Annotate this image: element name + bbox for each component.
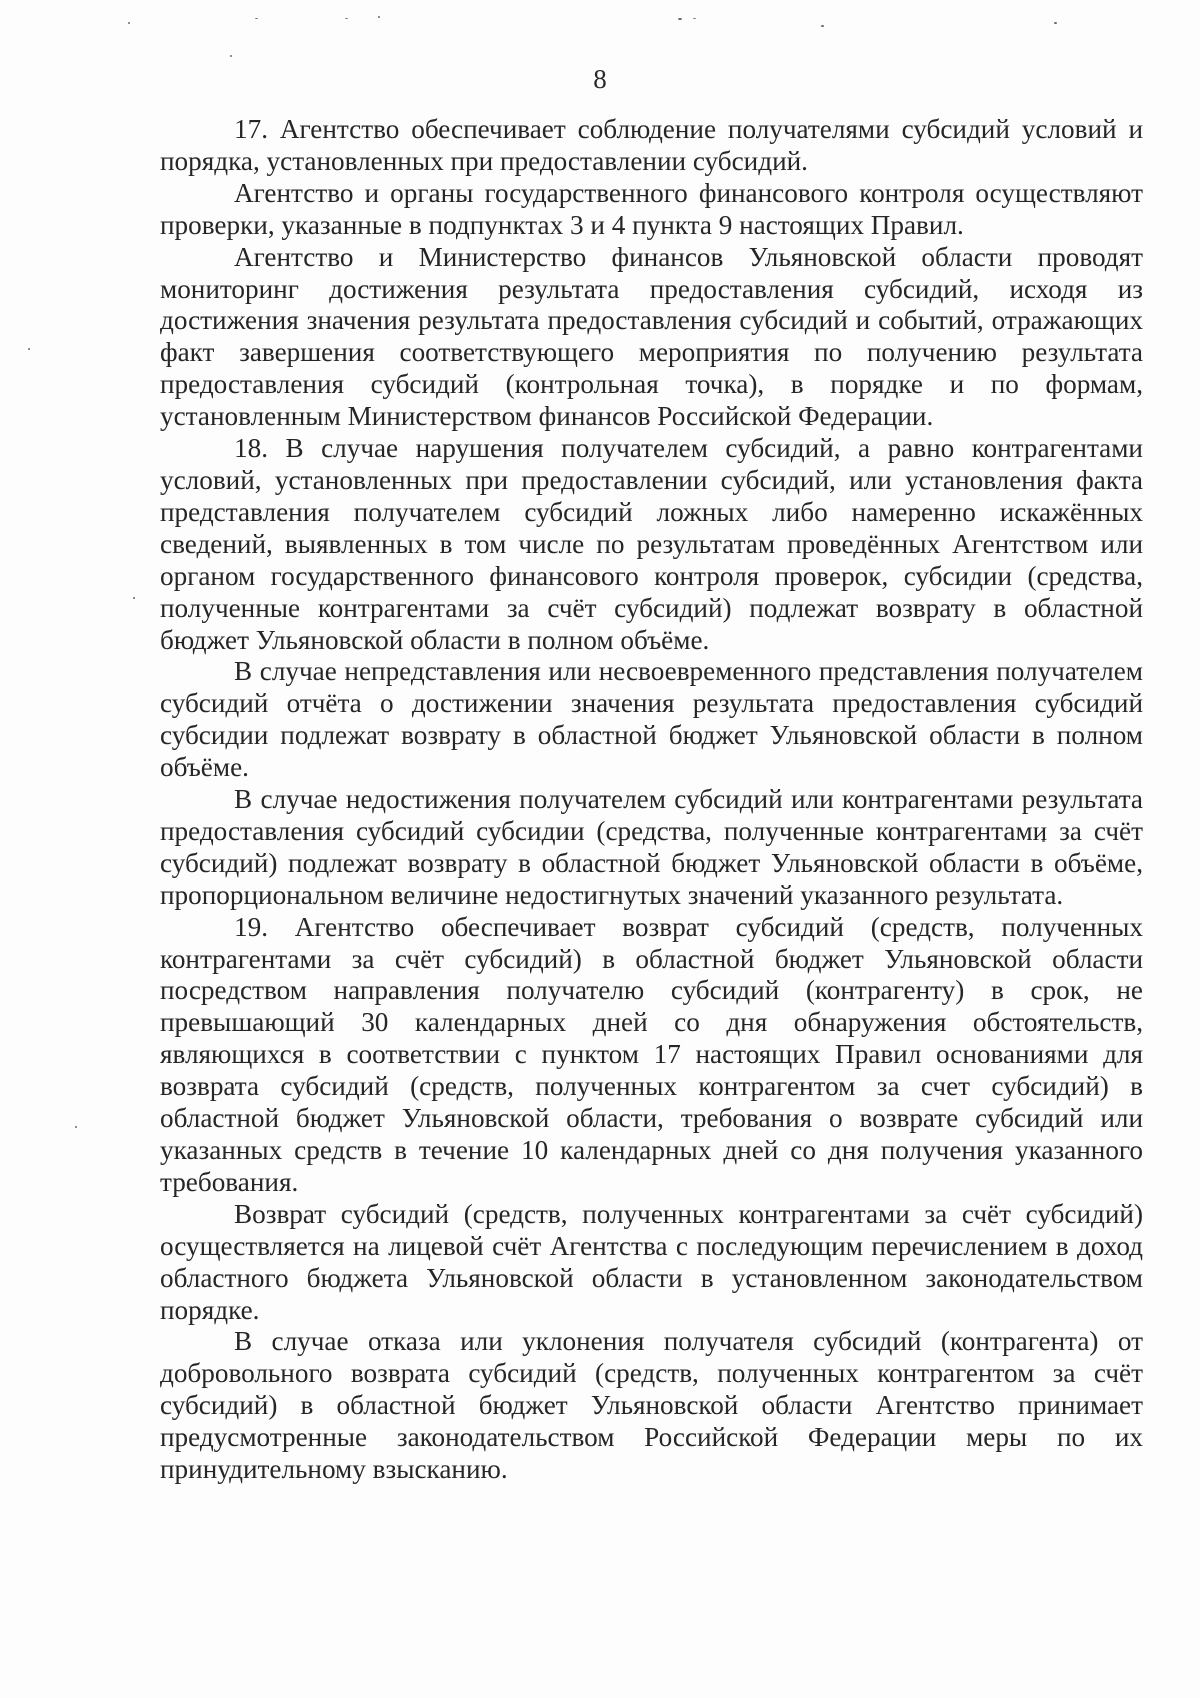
scan-speck bbox=[28, 348, 30, 350]
paragraph-17-inspections: Агентство и органы государственного финансового контроля осуществляют проверки, указанные в подпунктах 3 и 4 пункта 9 настоящих Правил. bbox=[160, 177, 1143, 240]
scan-speck bbox=[345, 18, 348, 19]
scan-speck bbox=[128, 22, 130, 24]
scan-speck bbox=[133, 597, 135, 599]
scan-speck bbox=[678, 18, 682, 20]
paragraph-18-nonachievement: В случае недостижения получателем субсидий или контрагентами результата предоставления субсидий субсидии (средства, полученные контрагентами за счёт субсидий) подлежат возврату в областной бюджет Ульяновской области в объёме, пропорциональном величине недостигнутых значений указанного результата. bbox=[160, 784, 1143, 910]
paragraph-19-enforcement: В случае отказа или уклонения получателя субсидий (контрагента) от добровольного возврата субсидий (средств, полученных контрагентом за счёт субсидий) в областной бюджет Ульяновской области Агентство принимает предусмотренные законодательством Российской Федерации меры по их принудительному взысканию. bbox=[160, 1326, 1143, 1485]
page-number: 8 bbox=[593, 64, 607, 94]
scan-speck bbox=[255, 18, 258, 19]
document-body bbox=[160, 114, 1143, 1486]
scan-speck bbox=[1054, 22, 1057, 24]
paragraph-19-refund-account: Возврат субсидий (средств, полученных контрагентами за счёт субсидий) осуществляется на лицевой счёт Агентства с последующим перечислением в доход областного бюджета Ульяновской области в установленном законодательством порядке. bbox=[160, 1198, 1143, 1325]
scan-speck bbox=[230, 55, 232, 57]
paragraph-19: 19. Агентство обеспечивает возврат субсидий (средств, полученных контрагентами за счёт субсидий) в областной бюджет Ульяновской области посредством направления получателю субсидий (контрагенту) в срок, не превышающий 30 календарных дней со дня обнаружения обстоятельств, являющихся в соответствии с пунктом 17 настоящих Правил основаниями для возврата субсидий (средств, полученных контрагентом за счет субсидий) в областной бюджет Ульяновской области, требования о возврате субсидий или указанных средств в течение 10 календарных дней со дня получения указанного требования. bbox=[160, 911, 1143, 1197]
scan-speck bbox=[378, 16, 380, 18]
scan-speck bbox=[693, 18, 696, 19]
paragraph-18-report: В случае непредставления или несвоевременного представления получателем субсидий отчёта о достижении значения результата предоставления субсидий субсидии подлежат возврату в областной бюджет Ульяновской области в полном объёме. bbox=[160, 656, 1143, 783]
paragraph-17: 17. Агентство обеспечивает соблюдение получателями субсидий условий и порядка, установленных при предоставлении субсидий. bbox=[160, 114, 1143, 176]
paragraph-18: 18. В случае нарушения получателем субсидий, а равно контрагентами условий, установленных при предоставлении субсидий, или установления факта представления получателем субсидий ложных либо намеренно искажённых сведений, выявленных в том числе по результатам проведённых Агентством или органом государственного финансового контроля проверок, субсидии (средства, полученные контрагентами за счёт субсидий) подлежат возврату в областной бюджет Ульяновской области в полном объёме. bbox=[160, 433, 1143, 655]
paragraph-17-monitoring: Агентство и Министерство финансов Ульяновской области проводят мониторинг достижения результата предоставления субсидий, исходя из достижения значения результата предоставления субсидий и событий, отражающих факт завершения соответствующего мероприятия по получению результата предоставления субсидий (контрольная точка), в порядке и по формам, установленным Министерством финансов Российской Федерации. bbox=[160, 241, 1143, 432]
scan-speck bbox=[821, 25, 824, 27]
scan-speck bbox=[75, 1126, 77, 1128]
